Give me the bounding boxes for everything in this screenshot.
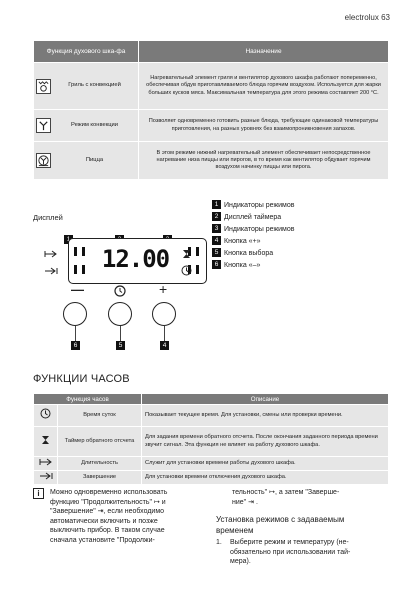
clock-icon: [114, 285, 126, 297]
convection-fan-icon: [36, 118, 51, 133]
table-row: [34, 142, 389, 180]
table-header: [34, 394, 389, 405]
clock-function-name: Время суток: [58, 405, 142, 427]
clock-icon: [181, 265, 192, 276]
display-legend: [212, 200, 294, 272]
clock-function-name: Длительность: [58, 457, 142, 471]
callout-4: 4: [160, 341, 169, 350]
table-row: [34, 457, 389, 471]
duration-icon: [39, 458, 53, 466]
info-note-continued: тельность" ↦, а затем "Заверше- ние" ⇥ .: [232, 489, 340, 506]
end-icon: ⇥: [97, 508, 104, 515]
hourglass-icon: [41, 435, 50, 445]
minus-symbol: —: [71, 282, 84, 297]
duration-icon: ↦: [153, 498, 160, 506]
table-row: [34, 110, 389, 142]
minus-button[interactable]: [63, 302, 87, 326]
setup-title: Установка режимов с задаваемым: [216, 515, 345, 524]
select-button[interactable]: [108, 302, 132, 326]
plus-button[interactable]: [152, 302, 176, 326]
legend-item: 2 Дисплей таймера: [212, 212, 294, 224]
header-clock-function: Функция часов: [34, 394, 142, 405]
mode-indicator: [74, 247, 77, 256]
callout-5: 5: [116, 341, 125, 350]
legend-item: 1 Индикаторы режимов: [212, 200, 294, 212]
clock-function-desc: Показывает текущее время. Для установки, смены или проверки времени.: [142, 405, 389, 427]
clock-icon: [40, 408, 51, 419]
clock-functions-title: ФУНКЦИИ ЧАСОВ: [33, 373, 130, 385]
end-icon: ⇥: [248, 498, 254, 506]
legend-item: 3 Индикаторы режимов: [212, 224, 294, 236]
hourglass-icon: [182, 249, 191, 259]
clock-functions-table: [33, 393, 389, 485]
clock-function-desc: Для установки времени отключения духового шкафа.: [142, 471, 389, 485]
setup-section: [216, 515, 344, 536]
pizza-icon: [36, 153, 51, 168]
mode-name: Гриль с конвекцией: [68, 82, 121, 89]
info-note: Можно одновременно использовать функцию "Продолжительность" ↦ и "Завершение" ⇥, если необходимо автоматически включить и позже выключить прибор. В таком случае сначала установите "Продолжи-: [50, 489, 168, 544]
duration-icon: [44, 250, 58, 258]
brand-page-number: electrolux 63: [344, 13, 390, 22]
timer-display-panel: [68, 238, 207, 284]
display-section-label: Дисплей: [33, 213, 63, 222]
end-icon: [44, 267, 58, 275]
table-row: [34, 63, 389, 110]
clock-function-desc: Служит для установки времени работы духового шкафа.: [142, 457, 389, 471]
setup-title-cont: временем: [216, 525, 254, 535]
mode-indicator: [74, 265, 77, 274]
mode-name: Режим конвекции: [70, 121, 119, 128]
legend-item: 5 Кнопка выбора: [212, 248, 294, 260]
duration-icon: ↦: [269, 489, 275, 496]
mode-description: Позволяет одновременно готовить разные блюда, требующие одинаковой температуры приготовления, на разных уровнях без взаимопроникновения запахов.: [139, 110, 389, 142]
grill-fan-icon: [36, 79, 51, 94]
mode-indicator: [82, 265, 85, 274]
clock-function-name: Таймер обратного отсчета: [58, 427, 142, 457]
mode-description: Нагревательный элемент гриля и вентилятор духового шкафа работают попеременно, обеспечивая обдув приготавливаемого блюда горячим воздухом. Используется для жарки больших кусков мяса. Максимальная температура для этого режима составляет 200 °C.: [139, 63, 389, 110]
legend-item: 6 Кнопка «–»: [212, 260, 294, 272]
mode-name: Пицца: [85, 156, 104, 163]
header-purpose: Назначение: [139, 41, 389, 63]
table-row: [34, 471, 389, 485]
clock-function-desc: Для задания времени обратного отсчета. После окончания заданного периода времени звучит сигнал. Эта функция не влияет на работу духового шкафа.: [142, 427, 389, 457]
clock-function-name: Завершение: [58, 471, 142, 485]
oven-modes-table: [33, 40, 389, 180]
header-function: Функция духового шка-фа: [34, 41, 139, 63]
timer-digits: 12.00: [101, 245, 170, 273]
table-row: [34, 427, 389, 457]
mode-description: В этом режиме нижний нагревательный элемент обеспечивает непосредственное нагревание низа пиццы или пирогов, в то время как вентилятор обдувает горячим воздухом начинку пиццы или пирога.: [139, 142, 389, 180]
header-description: Описание: [142, 394, 389, 405]
legend-item: 4 Кнопка «+»: [212, 236, 294, 248]
plus-symbol: +: [159, 281, 168, 297]
mode-indicator: [196, 265, 199, 274]
table-header: [34, 41, 389, 63]
callout-6: 6: [71, 341, 80, 350]
setup-step-1: 1. Выберите режим и температуру (не- обязательно при использовании тай- мера).: [216, 539, 351, 565]
mode-indicator: [196, 247, 199, 256]
mode-indicator: [82, 247, 85, 256]
info-icon: i: [33, 488, 44, 499]
end-icon: [39, 472, 53, 480]
table-row: [34, 405, 389, 427]
